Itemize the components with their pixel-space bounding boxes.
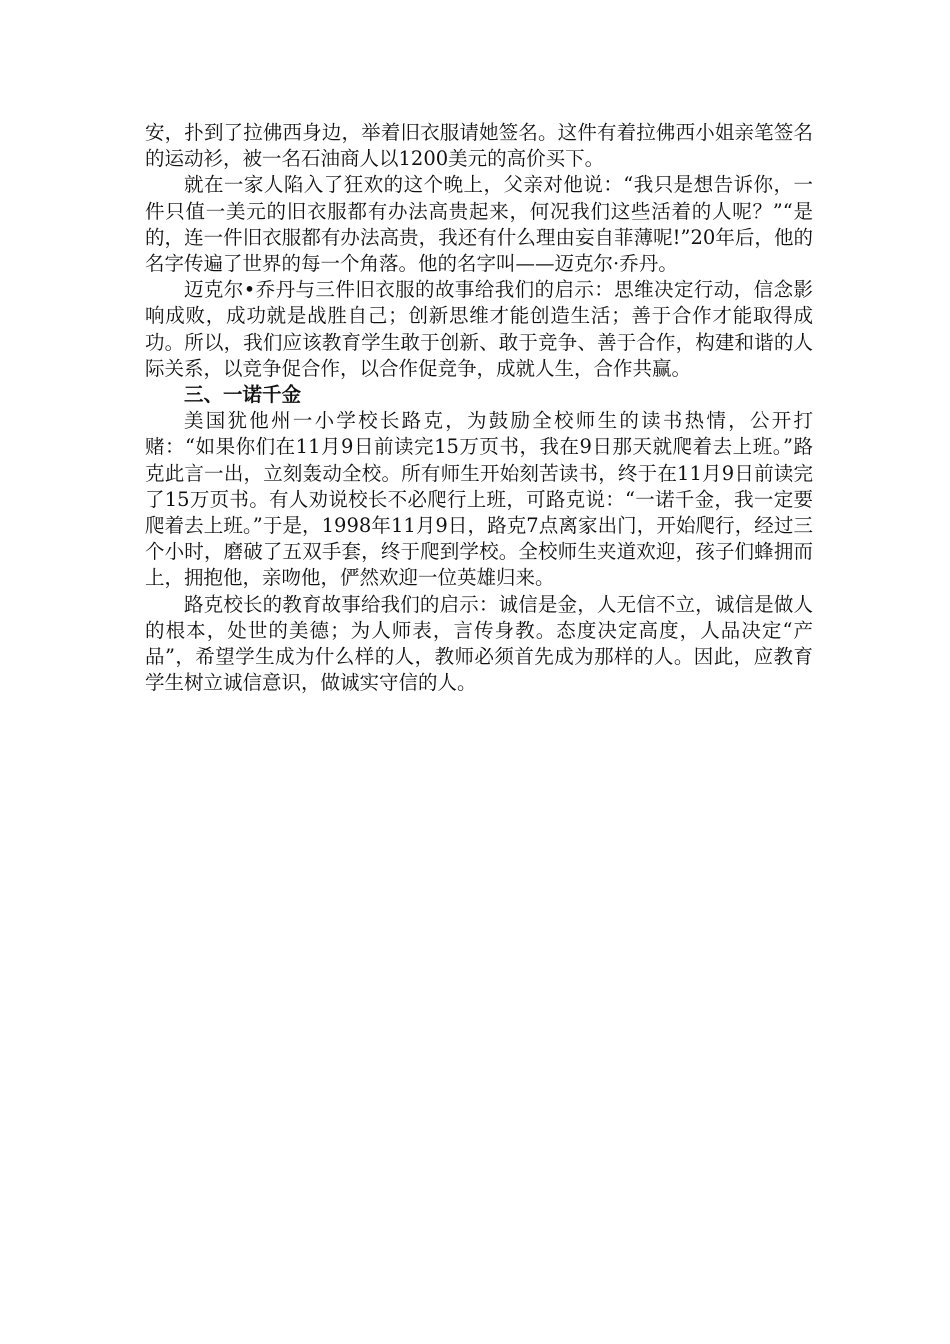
document-body [145,120,813,696]
paragraph-jordan-lesson: 迈克尔•乔丹与三件旧衣服的故事给我们的启示：思维决定行动，信念影响成败，成功就是战胜自己；创新思维才能创造生活；善于合作才能取得成功。所以，我们应该教育学生敢于创新、敢于竞争、善于合作，构建和谐的人际关系，以竞争促合作，以合作促竞争，成就人生，合作共赢。 [145,278,813,380]
paragraph-family-celebration: 就在一家人陷入了狂欢的这个晚上，父亲对他说：“我只是想告诉你，一件只值一美元的旧衣服都有办法高贵起来，何况我们这些活着的人呢？”“是的，连一件旧衣服都有办法高贵，我还有什么理由妄自菲薄呢!”20年后，他的名字传遍了世界的每一个角落。他的名字叫——迈克尔·乔丹。 [145,173,813,276]
paragraph-continuation: 安，扑到了拉佛西身边，举着旧衣服请她签名。这件有着拉佛西小姐亲笔签名的运动衫，被一名石油商人以1200美元的高价买下。 [145,121,813,171]
section-heading: 三、一诺千金 [184,383,302,407]
paragraph-principal-story: 美国犹他州一小学校长路克，为鼓励全校师生的读书热情，公开打赌：“如果你们在11月9日前读完15万页书，我在9日那天就爬着去上班。”路克此言一出，立刻轰动全校。所有师生开始刻苦读书，终于在11月9日前读完了15万页书。有人劝说校长不必爬行上班，可路克说：“一诺千金，我一定要爬着去上班。”于是，1998年11月9日，路克7点离家出门，开始爬行，经过三个小时，磨破了五双手套，终于爬到学校。全校师生夹道欢迎，孩子们蜂拥而上，拥抱他，亲吻他，俨然欢迎一位英雄归来。 [145,409,813,590]
paragraph-principal-lesson: 路克校长的教育故事给我们的启示：诚信是金，人无信不立，诚信是做人的根本，处世的美德；为人师表，言传身教。态度决定高度，人品决定“产品”，希望学生成为什么样的人，教师必须首先成为那样的人。因此，应教育学生树立诚信意识，做诚实守信的人。 [145,592,813,695]
